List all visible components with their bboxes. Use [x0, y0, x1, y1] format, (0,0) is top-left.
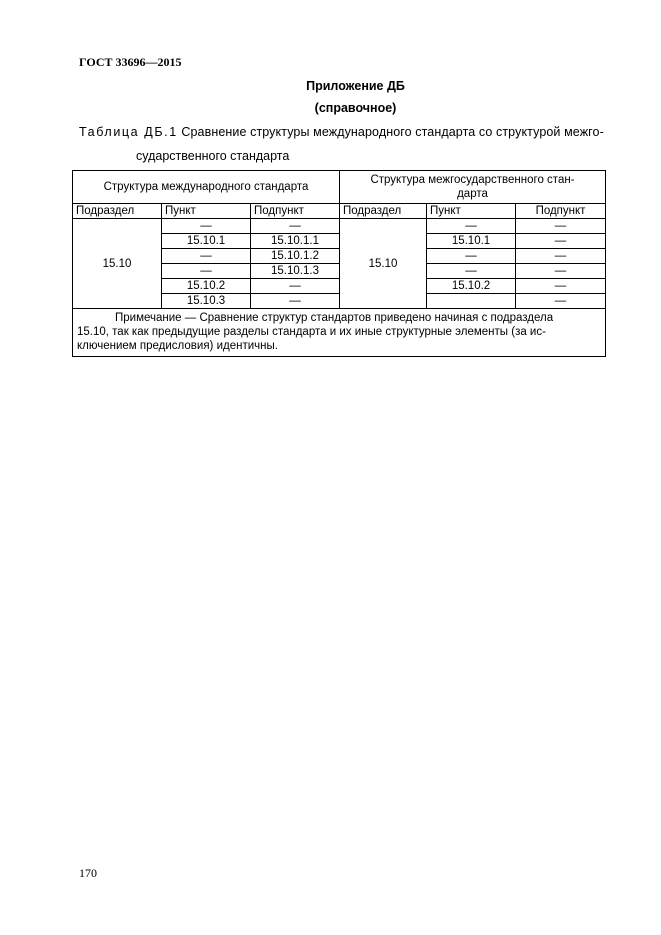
intl-item-cell: — — [162, 264, 251, 279]
intl-subitem-cell: — — [251, 279, 340, 294]
appendix-title: Приложение ДБ — [306, 79, 405, 93]
state-col-item: Пункт — [427, 204, 516, 219]
table-caption-line2: сударственного стандарта — [136, 149, 290, 163]
state-subitem-cell: — — [516, 264, 606, 279]
intl-subitem-cell: 15.10.1.3 — [251, 264, 340, 279]
state-subsection-cell: 15.10 — [340, 219, 427, 309]
intl-subitem-cell: 15.10.1.1 — [251, 234, 340, 249]
intl-subitem-cell: — — [251, 294, 340, 309]
table-caption-line1 — [79, 125, 604, 139]
table-note-line2: 15.10, так как предыдущие разделы стандарта и их иные структурные элементы (за ис- — [77, 326, 546, 338]
intl-item-cell: 15.10.2 — [162, 279, 251, 294]
table-note — [73, 309, 606, 357]
intl-item-cell: — — [162, 219, 251, 234]
table-group-header-row — [73, 171, 606, 204]
state-item-cell — [427, 294, 516, 309]
table-column-header-row — [73, 204, 606, 219]
table-caption-text: Сравнение структуры международного стандарта со структурой межго- — [177, 125, 604, 139]
intl-item-cell: — — [162, 249, 251, 264]
table-note-row — [73, 309, 606, 357]
comparison-table — [72, 170, 606, 357]
intl-item-cell: 15.10.1 — [162, 234, 251, 249]
table-note-line1: Примечание — Сравнение структур стандартов приведено начиная с подраздела — [115, 312, 554, 324]
intl-subsection-cell: 15.10 — [73, 219, 162, 309]
intl-structure-header: Структура международного стандарта — [73, 171, 340, 204]
appendix-subtitle: (справочное) — [314, 101, 397, 115]
state-structure-header-line2: дарта — [457, 188, 488, 200]
intl-subitem-cell: 15.10.1.2 — [251, 249, 340, 264]
intl-item-cell: 15.10.3 — [162, 294, 251, 309]
state-col-subitem: Подпункт — [516, 204, 606, 219]
intl-col-subsection: Подраздел — [73, 204, 162, 219]
page-number: 170 — [79, 866, 97, 880]
state-item-cell: — — [427, 264, 516, 279]
table-note-line3: ключением предисловия) идентичны. — [77, 340, 278, 352]
intl-col-subitem: Подпункт — [251, 204, 340, 219]
intl-subitem-cell: — — [251, 219, 340, 234]
state-subitem-cell: — — [516, 249, 606, 264]
state-subitem-cell: — — [516, 219, 606, 234]
intl-col-item: Пункт — [162, 204, 251, 219]
state-structure-header — [340, 171, 606, 204]
table-row — [73, 219, 606, 234]
table-caption-label: Таблица ДБ.1 — [79, 125, 178, 139]
document-code: ГОСТ 33696—2015 — [79, 55, 182, 69]
state-subitem-cell: — — [516, 234, 606, 249]
state-item-cell: — — [427, 219, 516, 234]
state-item-cell: — — [427, 249, 516, 264]
state-item-cell: 15.10.1 — [427, 234, 516, 249]
state-col-subsection: Подраздел — [340, 204, 427, 219]
state-structure-header-line1: Структура межгосударственного стан- — [370, 174, 575, 186]
state-item-cell: 15.10.2 — [427, 279, 516, 294]
state-subitem-cell: — — [516, 279, 606, 294]
state-subitem-cell: — — [516, 294, 606, 309]
